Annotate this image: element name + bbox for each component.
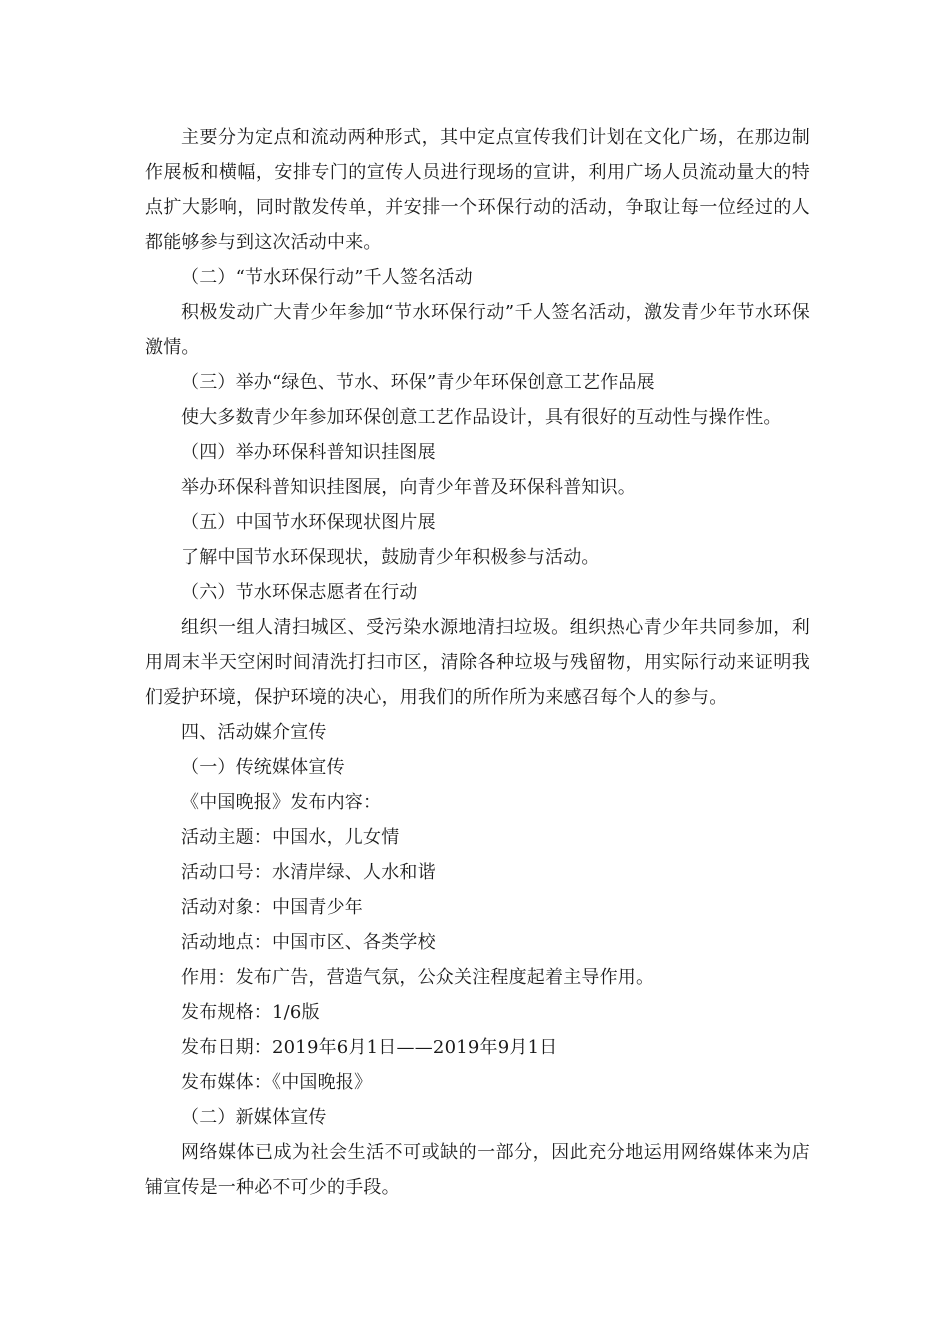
paragraph-photo-exhibition: 了解中国节水环保现状，鼓励青少年积极参与活动。 [181, 547, 600, 568]
heading-volunteers: （六）节水环保志愿者在行动 [181, 582, 418, 603]
paragraph-craft-exhibition: 使大多数青少年参加环保创意工艺作品设计，具有很好的互动性与操作性。 [181, 407, 782, 428]
line-activity-theme: 活动主题：中国水，儿女情 [181, 827, 400, 848]
heading-traditional-media: （一）传统媒体宣传 [181, 757, 345, 778]
line-activity-location: 活动地点：中国市区、各类学校 [181, 932, 436, 953]
paragraph-signature-campaign: 积极发动广大青少年参加“节水环保行动”千人签名活动，激发青少年节水环保激情。 [145, 302, 810, 358]
line-publish-date: 发布日期：2019年6月1日——2019年9月1日 [181, 1037, 558, 1058]
heading-photo-exhibition: （五）中国节水环保现状图片展 [181, 512, 436, 533]
heading-media-promotion: 四、活动媒介宣传 [181, 722, 327, 743]
heading-signature-campaign: （二）“节水环保行动”千人签名活动 [181, 267, 473, 288]
paragraph-new-media: 网络媒体已成为社会生活不可或缺的一部分，因此充分地运用网络媒体来为店铺宣传是一种必不可少的手段。 [145, 1142, 810, 1198]
paragraph-fixed-point-promotion: 主要分为定点和流动两种形式，其中定点宣传我们计划在文化广场，在那边制作展板和横幅，安排专门的宣传人员进行现场的宣讲，利用广场人员流动量大的特点扩大影响，同时散发传单，并安排一个环保行动的活动，争取让每一位经过的人都能够参与到这次活动中来。 [145, 127, 810, 253]
document-page [145, 120, 810, 1205]
paragraph-science-poster-exhibition: 举办环保科普知识挂图展，向青少年普及环保科普知识。 [181, 477, 636, 498]
line-purpose: 作用：发布广告，营造气氛，公众关注程度起着主导作用。 [181, 967, 655, 988]
line-publish-spec: 发布规格：1/6版 [181, 1002, 320, 1023]
heading-science-poster-exhibition: （四）举办环保科普知识挂图展 [181, 442, 436, 463]
line-publish-media: 发布媒体：《中国晚报》 [181, 1072, 373, 1093]
line-newspaper-content: 《中国晚报》发布内容： [181, 792, 382, 813]
paragraph-volunteers: 组织一组人清扫城区、受污染水源地清扫垃圾。组织热心青少年共同参加，利用周末半天空闲时间清洗打扫市区，清除各种垃圾与残留物，用实际行动来证明我们爱护环境，保护环境的决心，用我们的所作所为来感召每个人的参与。 [145, 617, 810, 708]
line-activity-slogan: 活动口号：水清岸绿、人水和谐 [181, 862, 436, 883]
heading-new-media: （二）新媒体宣传 [181, 1107, 327, 1128]
line-activity-target: 活动对象：中国青少年 [181, 897, 363, 918]
heading-craft-exhibition: （三）举办“绿色、节水、环保”青少年环保创意工艺作品展 [181, 372, 655, 393]
